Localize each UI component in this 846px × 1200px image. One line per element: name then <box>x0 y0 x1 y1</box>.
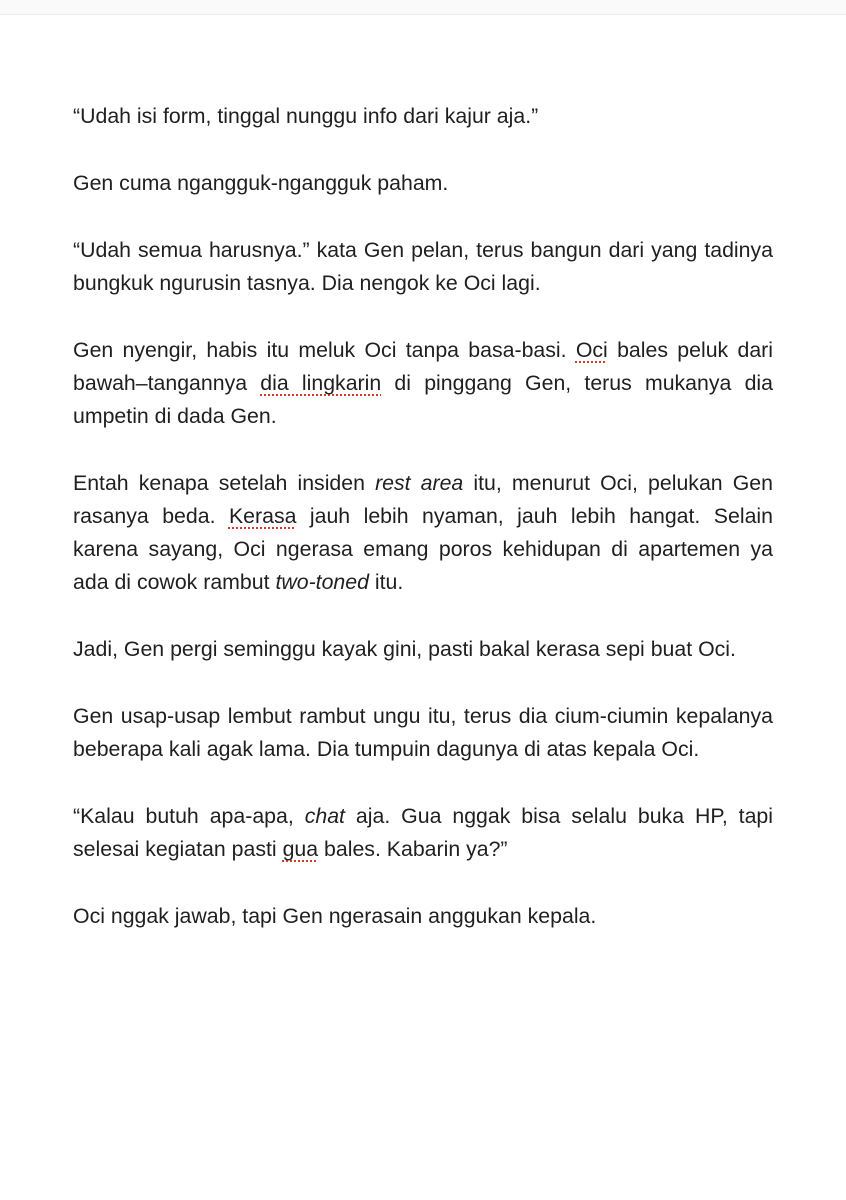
text-segment: Gen nyengir, habis itu meluk Oci tanpa basa-basi. <box>73 338 576 362</box>
text-segment: Jadi, Gen pergi seminggu kayak gini, pasti bakal kerasa sepi buat Oci. <box>73 637 736 661</box>
italic-phrase: rest area <box>375 471 464 495</box>
paragraph-1 <box>73 100 773 133</box>
paragraph-8 <box>73 800 773 866</box>
document-body <box>73 100 773 967</box>
text-segment: Oci nggak jawab, tapi Gen ngerasain anggukan kepala. <box>73 904 597 928</box>
text-segment: itu. <box>368 570 404 594</box>
paragraph-7 <box>73 700 773 766</box>
text-segment: di pinggang Gen, terus mukanya dia umpetin di dada Gen. <box>73 371 773 428</box>
text-segment: “Kalau butuh apa-apa, <box>73 804 305 828</box>
text-segment: bales. Kabarin ya?” <box>318 837 508 861</box>
spellcheck-underlined-word: dia lingkarin <box>260 371 382 395</box>
spellcheck-underlined-word: Kerasa <box>228 504 297 528</box>
paragraph-9 <box>73 900 773 933</box>
italic-phrase: chat <box>304 804 345 828</box>
text-segment: jauh lebih nyaman, jauh lebih hangat. Selain karena sayang, Oci ngerasa emang poros kehidupan di apartemen ya ada di cowok rambut <box>73 504 773 594</box>
text-segment: Gen usap-usap lembut rambut ungu itu, terus dia cium-ciumin kepalanya beberapa kali agak lama. Dia tumpuin dagunya di atas kepala Oci. <box>73 704 773 761</box>
spellcheck-underlined-word: gua <box>282 837 319 861</box>
spellcheck-underlined-word: Oci <box>575 338 608 362</box>
paragraph-2 <box>73 167 773 200</box>
text-segment: “Udah isi form, tinggal nunggu info dari kajur aja.” <box>73 104 539 128</box>
text-segment: aja. Gua nggak bisa selalu buka HP, tapi selesai kegiatan pasti <box>73 804 773 861</box>
text-segment: “Udah semua harusnya.” kata Gen pelan, terus bangun dari yang tadinya bungkuk ngurusin tasnya. Dia nengok ke Oci lagi. <box>73 238 773 295</box>
italic-phrase: two-toned <box>275 570 369 594</box>
text-segment: bales peluk dari bawah–tangannya <box>73 338 773 395</box>
text-segment: itu, menurut Oci, pelukan Gen rasanya beda. <box>73 471 773 528</box>
paragraph-3 <box>73 234 773 300</box>
paragraph-5 <box>73 467 773 599</box>
paragraph-6 <box>73 633 773 666</box>
top-edge <box>0 0 846 15</box>
text-segment: Entah kenapa setelah insiden <box>73 471 376 495</box>
text-segment: Gen cuma ngangguk-ngangguk paham. <box>73 171 449 195</box>
paragraph-4 <box>73 334 773 433</box>
